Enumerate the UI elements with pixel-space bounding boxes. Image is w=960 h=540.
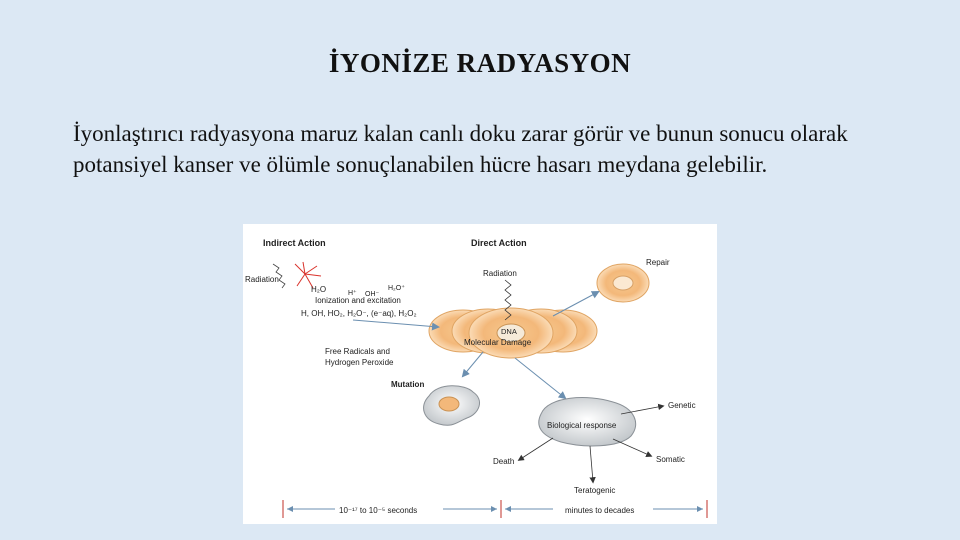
radiation-left-label: Radiation: [245, 275, 279, 284]
direct-action-label: Direct Action: [471, 238, 527, 248]
arrow-to-mutation: [463, 352, 483, 376]
arrow-to-death: [519, 438, 553, 460]
arrow-to-somatic: [613, 439, 651, 456]
dna-label: DNA: [501, 327, 517, 336]
h2o-plus-label: H₂O⁺: [388, 285, 405, 292]
free-radicals-label-1: Free Radicals and: [325, 347, 390, 356]
repair-cell-nucleus: [613, 276, 633, 290]
teratogenic-label: Teratogenic: [574, 486, 616, 495]
mutation-label: Mutation: [391, 380, 425, 389]
death-label: Death: [493, 457, 515, 466]
radicals-formula-label: H, OH, HO₂, H₂O⁻, (e⁻aq), H₂O₂: [301, 309, 417, 318]
timeline-left-arrowhead: [287, 506, 293, 512]
biological-response-label: Biological response: [547, 421, 617, 430]
radiation-action-diagram: [243, 224, 717, 524]
slide-body-text: İyonlaştırıcı radyasyona maruz kalan canlı doku zarar görür ve bunun sonucu olarak potansiyel kanser ve ölümle sonuçlanabilen hücre hasarı meydana gelebilir.: [73, 121, 848, 177]
indirect-action-label: Indirect Action: [263, 238, 326, 248]
timeline-right-arrowhead: [697, 506, 703, 512]
free-radicals-label-2: Hydrogen Peroxide: [325, 358, 394, 367]
repair-label: Repair: [646, 258, 670, 267]
somatic-label: Somatic: [656, 455, 685, 464]
slide-title: İYONİZE RADYASYON: [328, 48, 632, 78]
molecular-damage-label: Molecular Damage: [464, 338, 532, 347]
diagram-svg: [243, 224, 717, 524]
timeline-mid-arrowhead-1: [491, 506, 497, 512]
mutated-cell-nucleus: [439, 397, 459, 411]
timeline-mid-arrowhead-2: [505, 506, 511, 512]
time-right-label: minutes to decades: [565, 506, 635, 515]
h-plus-label: H⁺: [348, 290, 357, 297]
oh-minus-label: OH⁻: [365, 291, 380, 298]
h2o-label: H₂O: [311, 285, 327, 294]
arrow-to-response: [515, 358, 565, 398]
arrow-to-teratogenic: [590, 446, 593, 482]
time-left-label: 10⁻¹⁷ to 10⁻⁵ seconds: [339, 506, 418, 515]
genetic-label: Genetic: [668, 401, 696, 410]
ionization-label: Ionization and excitation: [315, 296, 401, 305]
arrow-radicals-to-cells: [353, 320, 438, 327]
radiation-center-label: Radiation: [483, 269, 517, 278]
